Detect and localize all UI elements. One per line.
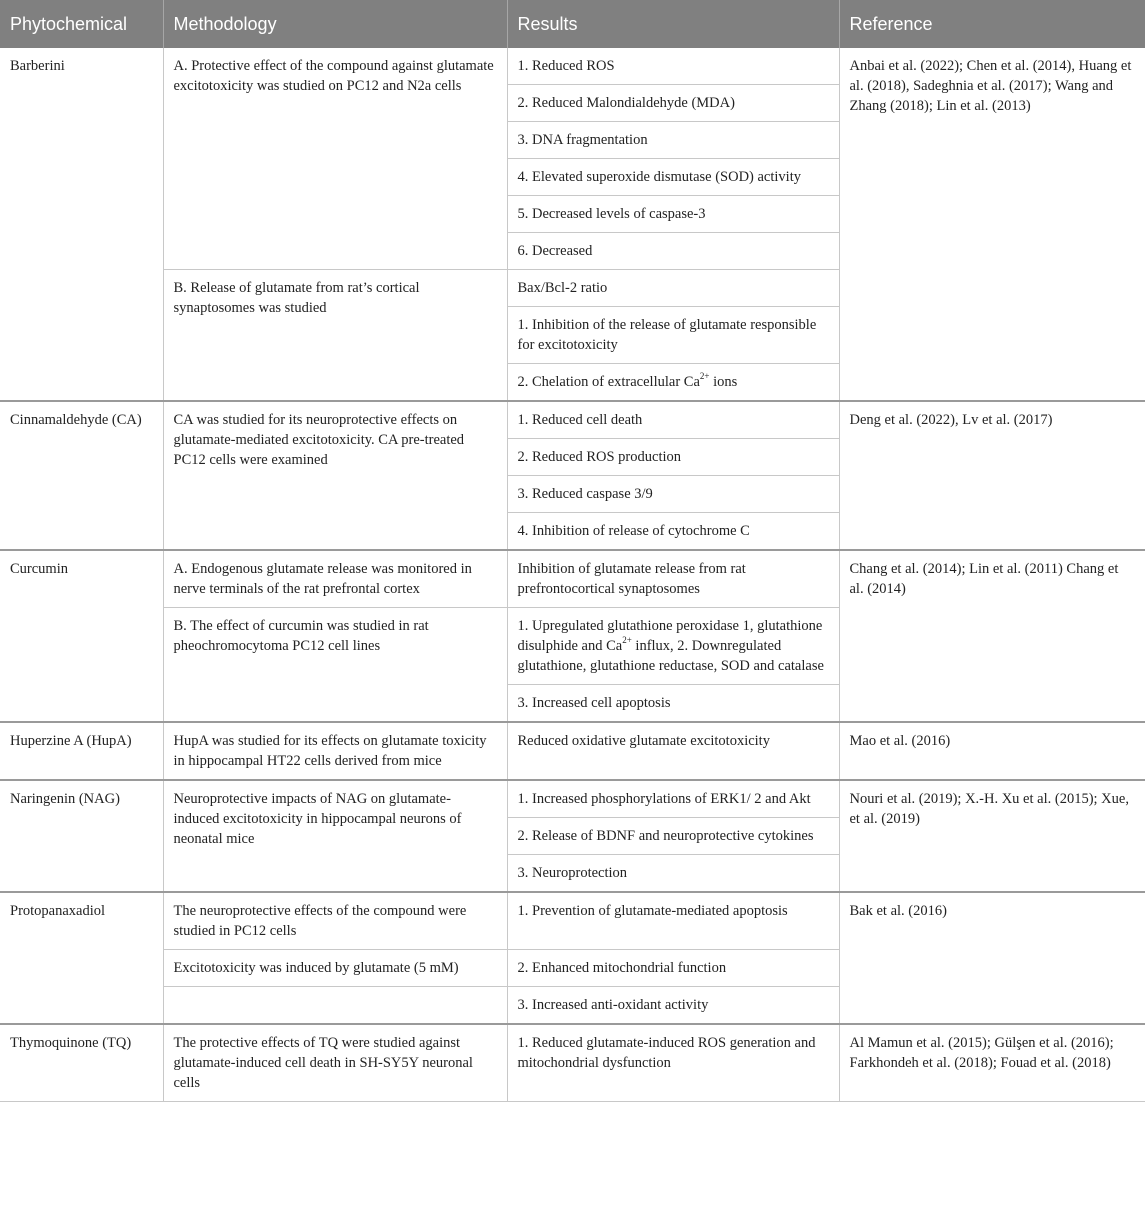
reference-cell: Al Mamun et al. (2015); Gülşen et al. (2016); Farkhondeh et al. (2018); Fouad et al. (2018) [839,1024,1145,1102]
table-row [0,550,1145,608]
reference-cell: Bak et al. (2016) [839,892,1145,1024]
result-cell: 4. Inhibition of release of cytochrome C [507,513,839,551]
result-text: 1. Upregulated glutathione peroxidase 1, glutathione disulphide and Ca [517,618,823,654]
reference-cell: Nouri et al. (2019); X.-H. Xu et al. (2015); Xue, et al. (2019) [839,780,1145,892]
result-cell: 3. Neuroprotection [507,855,839,893]
result-cell: 3. Reduced caspase 3/9 [507,476,839,513]
result-cell: 1. Reduced glutamate-induced ROS generation and mitochondrial dysfunction [507,1024,839,1102]
header-reference: Reference [839,0,1145,48]
reference-cell: Anbai et al. (2022); Chen et al. (2014), Huang et al. (2018), Sadeghnia et al. (2017); Wang and Zhang (2018); Lin et al. (2013) [839,48,1145,401]
methodology-cell: HupA was studied for its effects on glutamate toxicity in hippocampal HT22 cells derived from mice [163,722,507,780]
result-cell: 2. Enhanced mitochondrial function [507,950,839,987]
phytochemical-cell: Naringenin (NAG) [0,780,163,892]
phytochemical-cell: Thymoquinone (TQ) [0,1024,163,1102]
result-text: 2. Chelation of extracellular Ca [517,374,700,390]
methodology-cell: The protective effects of TQ were studied against glutamate-induced cell death in SH-SY5Y neuronal cells [163,1024,507,1102]
result-cell: 1. Reduced ROS [507,48,839,85]
table-row [0,892,1145,950]
table-row [0,401,1145,439]
result-cell [507,608,839,685]
result-cell: 2. Release of BDNF and neuroprotective cytokines [507,818,839,855]
header-methodology: Methodology [163,0,507,48]
reference-cell: Deng et al. (2022), Lv et al. (2017) [839,401,1145,550]
result-cell: 2. Reduced Malondialdehyde (MDA) [507,85,839,122]
table-row [0,722,1145,780]
phytochemical-cell: Cinnamaldehyde (CA) [0,401,163,550]
result-cell: 2. Reduced ROS production [507,439,839,476]
superscript: 2+ [622,635,632,646]
phytochemical-cell: Barberini [0,48,163,401]
methodology-cell: A. Protective effect of the compound against glutamate excitotoxicity was studied on PC12 and N2a cells [163,48,507,270]
superscript: 2+ [699,371,710,382]
methodology-cell: The neuroprotective effects of the compound were studied in PC12 cells [163,892,507,950]
result-cell [507,364,839,402]
phytochemical-cell: Huperzine A (HupA) [0,722,163,780]
result-cell: 1. Reduced cell death [507,401,839,439]
methodology-cell: A. Endogenous glutamate release was monitored in nerve terminals of the rat prefrontal cortex [163,550,507,608]
result-cell: 3. Increased cell apoptosis [507,685,839,723]
result-cell: 1. Inhibition of the release of glutamate responsible for excitotoxicity [507,307,839,364]
methodology-cell: B. The effect of curcumin was studied in rat pheochromocytoma PC12 cell lines [163,608,507,723]
result-cell: 6. Decreased [507,233,839,270]
phytochemical-cell: Curcumin [0,550,163,722]
result-cell: Inhibition of glutamate release from rat prefrontocortical synaptosomes [507,550,839,608]
reference-cell: Chang et al. (2014); Lin et al. (2011) Chang et al. (2014) [839,550,1145,722]
result-cell: Reduced oxidative glutamate excitotoxicity [507,722,839,780]
header-row [0,0,1145,48]
result-text: influx, 2. Downregulated glutathione, glutathione reductase, SOD and catalase [517,638,824,674]
methodology-cell: Neuroprotective impacts of NAG on glutamate-induced excitotoxicity in hippocampal neurons of neonatal mice [163,780,507,892]
methodology-cell: Excitotoxicity was induced by glutamate (5 mM) [163,950,507,987]
table-row [0,48,1145,85]
reference-cell: Mao et al. (2016) [839,722,1145,780]
result-cell: Bax/Bcl-2 ratio [507,270,839,307]
methodology-cell: CA was studied for its neuroprotective effects on glutamate-mediated excitotoxicity. CA pre-treated PC12 cells were examined [163,401,507,550]
result-text: ions [709,374,738,390]
phytochemical-cell: Protopanaxadiol [0,892,163,1024]
methodology-cell: B. Release of glutamate from rat’s cortical synaptosomes was studied [163,270,507,402]
result-cell: 1. Prevention of glutamate-mediated apoptosis [507,892,839,950]
table-row [0,1024,1145,1102]
result-cell: 4. Elevated superoxide dismutase (SOD) activity [507,159,839,196]
result-cell: 5. Decreased levels of caspase-3 [507,196,839,233]
header-results: Results [507,0,839,48]
result-cell: 3. DNA fragmentation [507,122,839,159]
result-cell: 1. Increased phosphorylations of ERK1/ 2 and Akt [507,780,839,818]
header-phytochemical: Phytochemical [0,0,163,48]
result-cell: 3. Increased anti-oxidant activity [507,987,839,1025]
table-row [0,780,1145,818]
methodology-cell-empty [163,987,507,1025]
